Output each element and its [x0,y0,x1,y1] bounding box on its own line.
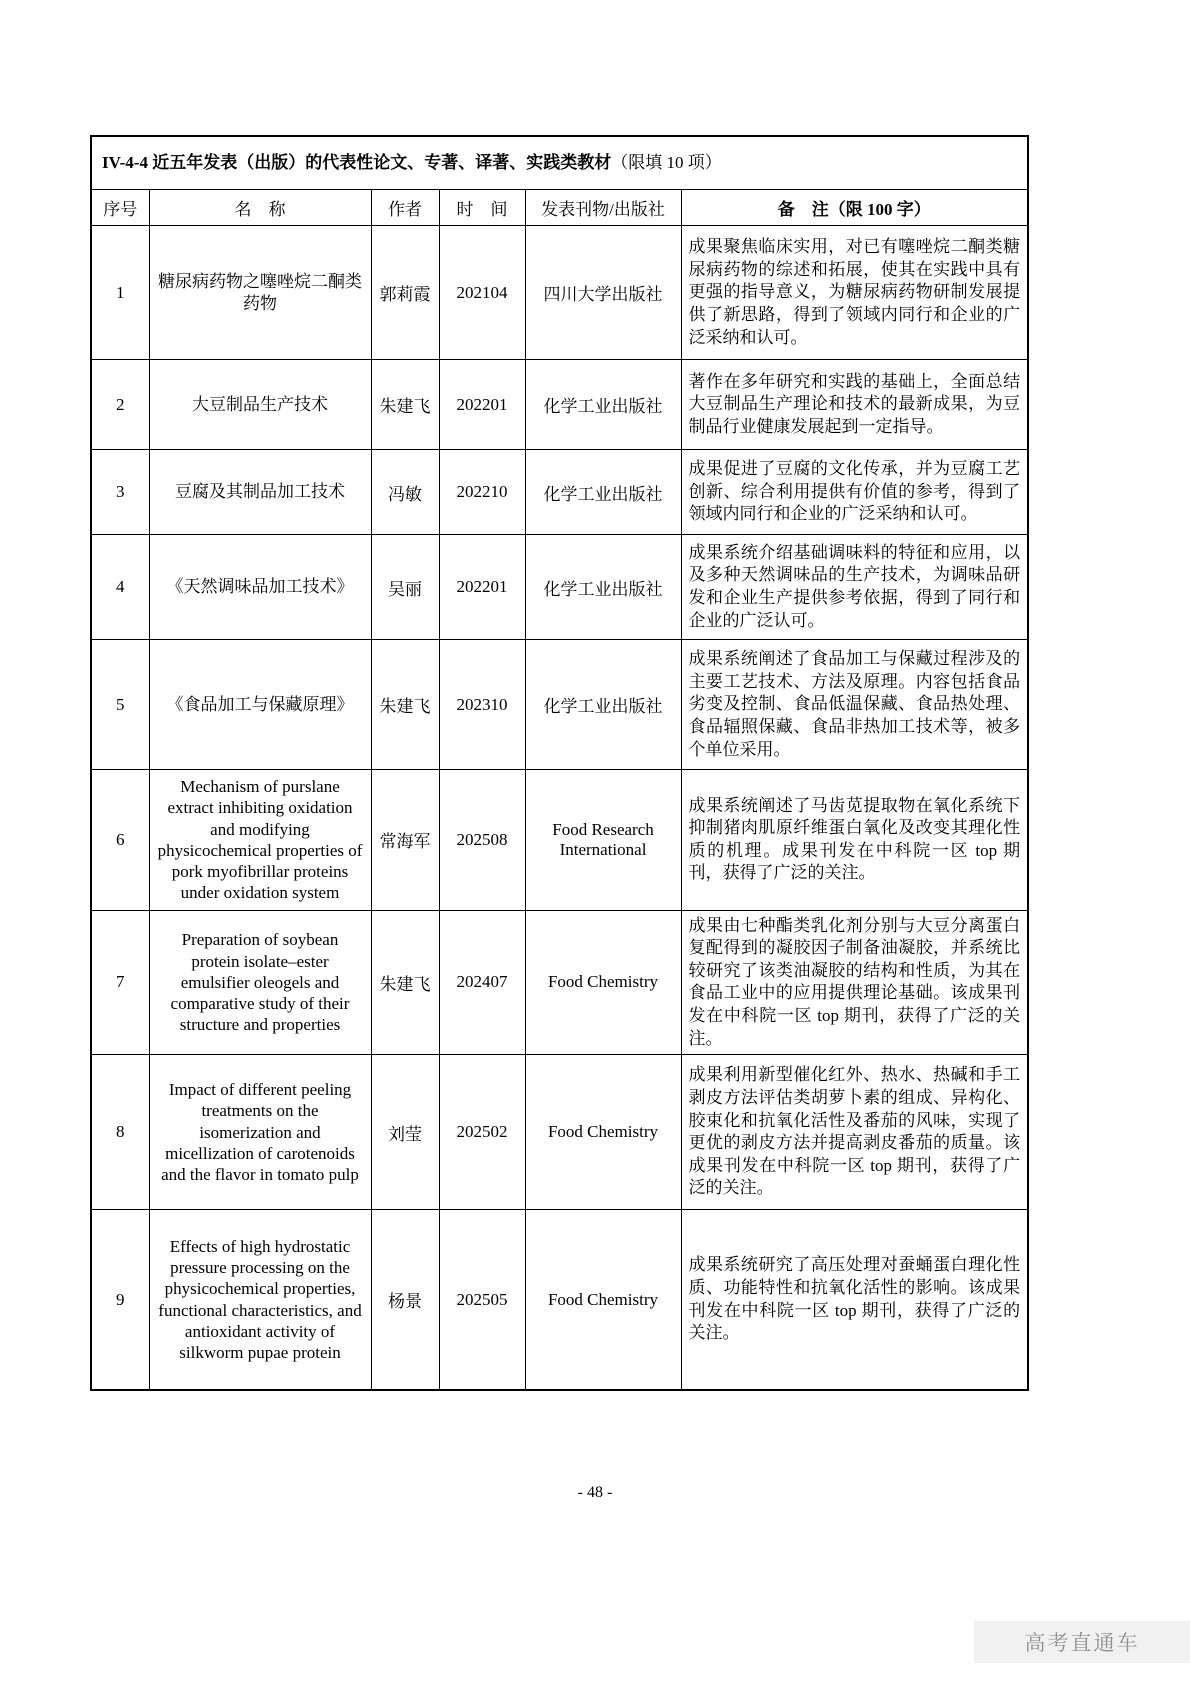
row-3-name: 豆腐及其制品加工技术 [149,450,371,535]
table-row [91,1210,1028,1390]
row-9-author: 杨景 [371,1210,439,1390]
row-4-note: 成果系统介绍基础调味料的特征和应用，以及多种天然调味品的生产技术，为调味品研发和企业生产提供参考依据，得到了同行和企业的广泛认可。 [681,535,1028,640]
header-name: 名 称 [149,190,371,226]
row-9-time: 202505 [439,1210,525,1390]
row-6-time: 202508 [439,770,525,911]
table-row [91,640,1028,770]
row-5-name: 《食品加工与保藏原理》 [149,640,371,770]
row-1-note: 成果聚焦临床实用，对已有噻唑烷二酮类糖尿病药物的综述和拓展，使其在实践中具有更强的指导意义，为糖尿病药物研制发展提供了新思路，得到了领域内同行和企业的广泛采纳和认可。 [681,226,1028,360]
row-5-note: 成果系统阐述了食品加工与保藏过程涉及的主要工艺技术、方法及原理。内容包括食品劣变及控制、食品低温保藏、食品热处理、食品辐照保藏、食品非热加工技术等，被多个单位采用。 [681,640,1028,770]
row-9-no: 9 [91,1210,149,1390]
row-5-no: 5 [91,640,149,770]
row-7-time: 202407 [439,910,525,1055]
row-3-time: 202210 [439,450,525,535]
row-2-no: 2 [91,360,149,450]
row-6-name: Mechanism of purslane extract inhibiting oxidation and modifying physicochemical properties of pork myofibrillar proteins under oxidation system [149,770,371,911]
table-title-suffix: （限填 10 项） [611,153,722,172]
row-7-author: 朱建飞 [371,910,439,1055]
row-4-no: 4 [91,535,149,640]
row-4-time: 202201 [439,535,525,640]
row-6-author: 常海军 [371,770,439,911]
table-row [91,226,1028,360]
page-number: - 48 - [577,1484,613,1501]
row-3-note: 成果促进了豆腐的文化传承，并为豆腐工艺创新、综合利用提供有价值的参考，得到了领域内同行和企业的广泛采纳和认可。 [681,450,1028,535]
header-journal: 发表刊物/出版社 [525,190,681,226]
row-8-time: 202502 [439,1055,525,1210]
row-4-journal: 化学工业出版社 [525,535,681,640]
row-7-name: Preparation of soybean protein isolate–ester emulsifier oleogels and comparative study of their structure and properties [149,910,371,1055]
table-title-main: IV-4-4 近五年发表（出版）的代表性论文、专著、译著、实践类教材 [102,153,612,172]
row-8-journal: Food Chemistry [525,1055,681,1210]
row-4-name: 《天然调味品加工技术》 [149,535,371,640]
header-author: 作者 [371,190,439,226]
row-9-journal: Food Chemistry [525,1210,681,1390]
watermark-badge [974,1621,1190,1663]
row-2-journal: 化学工业出版社 [525,360,681,450]
row-2-name: 大豆制品生产技术 [149,360,371,450]
row-1-author: 郭莉霞 [371,226,439,360]
table-row [91,535,1028,640]
row-1-name: 糖尿病药物之噻唑烷二酮类药物 [149,226,371,360]
row-5-time: 202310 [439,640,525,770]
row-1-journal: 四川大学出版社 [525,226,681,360]
row-8-note: 成果利用新型催化红外、热水、热碱和手工剥皮方法评估类胡萝卜素的组成、异构化、胶束化和抗氧化活性及番茄的风味，实现了更优的剥皮方法并提高剥皮番茄的质量。该成果刊发在中科院一区 top 期刊，获得了广泛的关注。 [681,1055,1028,1210]
table-row [91,450,1028,535]
row-8-no: 8 [91,1055,149,1210]
header-no: 序号 [91,190,149,226]
row-6-note: 成果系统阐述了马齿苋提取物在氧化系统下抑制猪肉肌原纤维蛋白氧化及改变其理化性质的机理。成果刊发在中科院一区 top 期刊，获得了广泛的关注。 [681,770,1028,911]
row-4-author: 吴丽 [371,535,439,640]
row-5-journal: 化学工业出版社 [525,640,681,770]
row-2-time: 202201 [439,360,525,450]
table-title-row [91,136,1028,190]
row-3-journal: 化学工业出版社 [525,450,681,535]
header-time: 时 间 [439,190,525,226]
row-9-note: 成果系统研究了高压处理对蚕蛹蛋白理化性质、功能特性和抗氧化活性的影响。该成果刊发在中科院一区 top 期刊，获得了广泛的关注。 [681,1210,1028,1390]
row-6-journal: Food Research International [525,770,681,911]
row-8-name: Impact of different peeling treatments on the isomerization and micellization of carotenoids and the flavor in tomato pulp [149,1055,371,1210]
table-title [91,136,1028,190]
row-9-name: Effects of high hydrostatic pressure processing on the physicochemical properties, functional characteristics, and antioxidant activity of silkworm pupae protein [149,1210,371,1390]
watermark-text: 高考直通车 [1024,1632,1140,1655]
row-6-no: 6 [91,770,149,911]
row-7-no: 7 [91,910,149,1055]
row-3-author: 冯敏 [371,450,439,535]
row-7-journal: Food Chemistry [525,910,681,1055]
table-row [91,910,1028,1055]
row-1-time: 202104 [439,226,525,360]
row-7-note: 成果由七种酯类乳化剂分别与大豆分离蛋白复配得到的凝胶因子制备油凝胶，并系统比较研究了该类油凝胶的结构和性质，为其在食品工业中的应用提供理论基础。该成果刊发在中科院一区 top 期刊，获得了广泛的关注。 [681,910,1028,1055]
table-header-row [91,190,1028,226]
publications-table-wrap [90,135,1027,1391]
row-2-author: 朱建飞 [371,360,439,450]
row-8-author: 刘莹 [371,1055,439,1210]
table-row [91,770,1028,911]
table-row [91,1055,1028,1210]
row-2-note: 著作在多年研究和实践的基础上，全面总结大豆制品生产理论和技术的最新成果，为豆制品行业健康发展起到一定指导。 [681,360,1028,450]
header-note: 备 注（限 100 字） [681,190,1028,226]
row-1-no: 1 [91,226,149,360]
row-3-no: 3 [91,450,149,535]
table-row [91,360,1028,450]
row-5-author: 朱建飞 [371,640,439,770]
publications-table [90,135,1029,1391]
